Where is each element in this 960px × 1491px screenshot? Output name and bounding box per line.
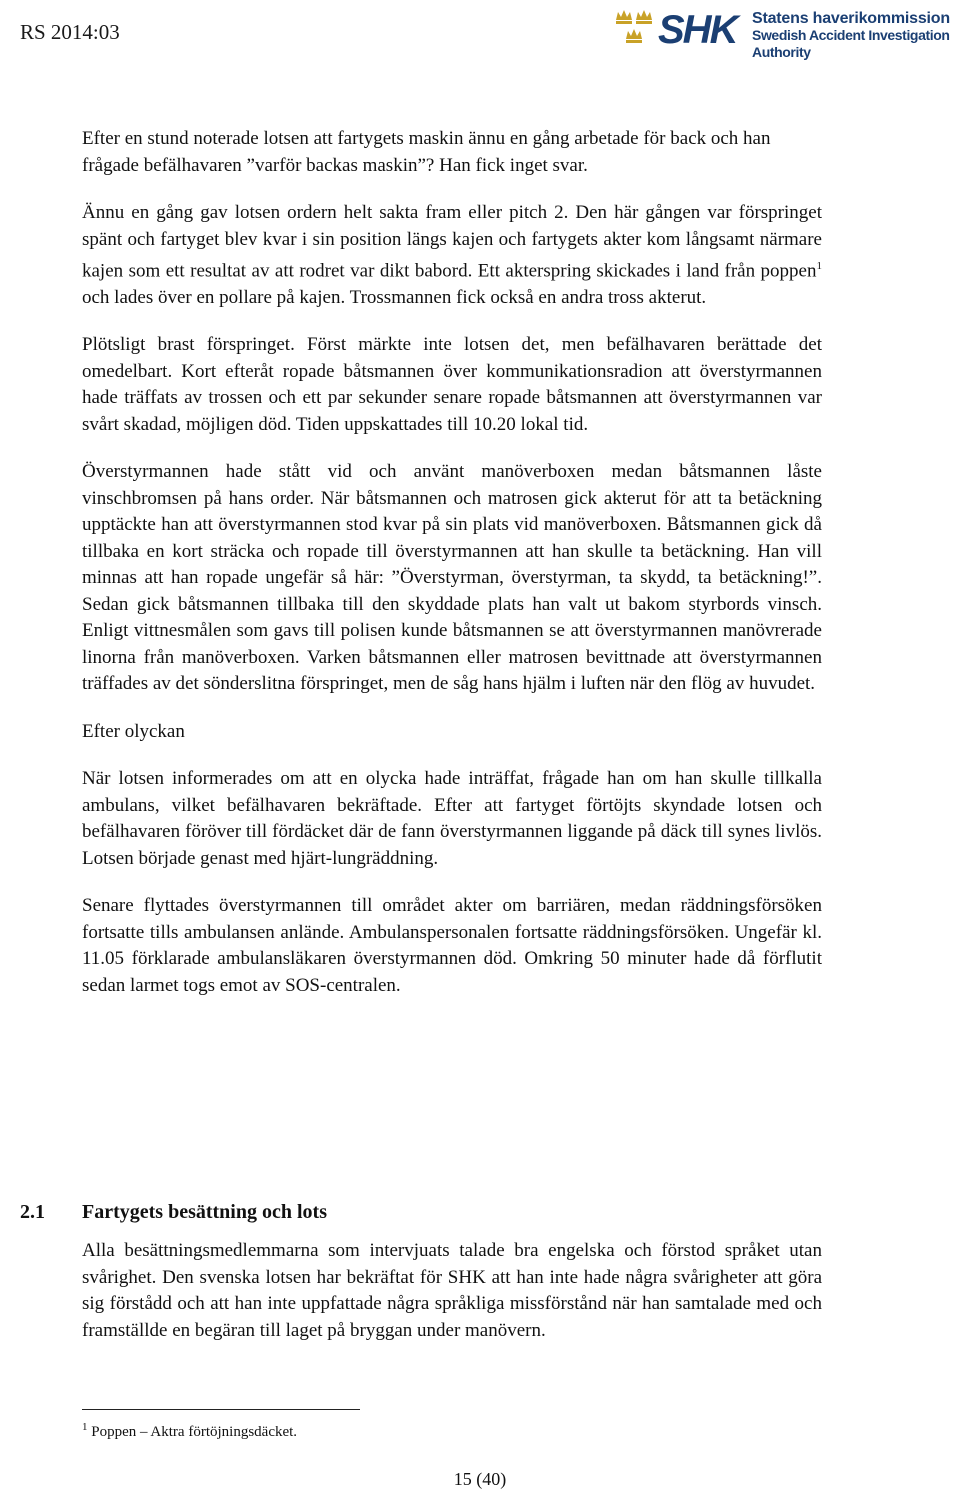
footnote-marker: 1 [82, 1421, 88, 1433]
report-id: RS 2014:03 [20, 20, 120, 44]
paragraph-3: Plötsligt brast förspringet. Först märkte inte lotsen det, men befälhavaren berättade det omedelbart. Kort efteråt ropade båtsmannen över kommunikationsradion att överstyrmannen hade träffats av trossen och ett par sekunder senare ropade båtsmannen att överstyrmannen var svårt skadad, möjligen död. Tiden uppskattades till 10.20 lokal tid. [82, 334, 822, 435]
subheading-efter-olyckan: Efter olyckan [82, 720, 185, 742]
three-crowns-icon [616, 10, 652, 43]
page-number: 15 (40) [453, 1469, 507, 1489]
section-text [82, 1238, 822, 1344]
section-title: Fartygets besättning och lots [82, 1201, 327, 1223]
logo-name: Statens haverikommission [752, 10, 950, 27]
paragraph-4: Överstyrmannen hade stått vid och använt manöverboxen medan båtsmannen låste vinschbromsen på hans order. När båtsmannen och matrosen gick akterut för att ta betäckning upptäckte han att överstyrmannen stod kvar på sin plats vid manöverboxen. Båtsmannen gick då tillbaka en kort sträcka och ropade till överstyrmannen att han skulle ta betäckning. Han vill minnas att han ropade ungefär så här: ”Överstyrman, överstyrman, ta skydd, ta betäckning!”. Sedan gick båtsmannen tillbaka till den skyddade plats han valt ut bakom styrbords vinsch. Enligt vittnesmålen som gavs till polisen kunde båtsmannen se att överstyrmannen manövrerade linorna från manöverboxen. Varken båtsmannen eller matrosen bevittnade att överstyrmannen träffades av det sönderslitna förspringet, men de såg hans hjälm i luften när den flög av huvudet. [82, 461, 822, 695]
footnote-divider [82, 1409, 360, 1410]
paragraph-5: När lotsen informerades om att en olycka hade inträffat, frågade han om han skulle tillkalla ambulans, vilket befälhavaren bekräftade. Efter att fartyget förtöjts skyndade lotsen och befälhavaren föröver till fördäcket där de fann överstyrmannen liggande på däck till synes livlös. Lotsen började genast med hjärt-lungräddning. [82, 768, 822, 869]
paragraph-2-part-a: Ännu en gång gav lotsen ordern helt sakta fram eller pitch 2. Den här gången var förspringet spänt och fartyget blev kvar i sin position längs kajen och fartygets akter kom långsamt närmare kajen som ett resultat av att rodret var dikt babord. Ett akterspring skickades i land från poppen [82, 202, 822, 282]
paragraph-6: Senare flyttades överstyrmannen till området akter om barriären, medan räddningsförsöken fortsatte tills ambulansen anlände. Ambulanspersonalen fortsatte räddningsförsöken. Ungefär kl. 11.05 förklarade ambulansläkaren överstyrmannen död. Omkring 50 minuter hade då förflutit sedan larmet togs emot av SOS-centralen. [82, 895, 822, 996]
paragraph-2 [82, 200, 822, 311]
footnote-text: Poppen – Aktra förtöjningsdäcket. [87, 1424, 298, 1440]
logo-subtitle: Swedish Accident Investigation Authority [752, 27, 950, 60]
logo-abbreviation: SHK [658, 8, 737, 48]
footnote [82, 1421, 297, 1441]
shk-logo [614, 6, 954, 60]
section-number: 2.1 [20, 1201, 45, 1223]
paragraph-1: Efter en stund noterade lotsen att fartygets maskin ännu en gång arbetade för back och han frågade befälhavaren ”varför backas maskin”? Han fick inget svar. [82, 128, 771, 176]
main-text [82, 126, 822, 1020]
paragraph-2-part-b: och lades över en pollare på kajen. Trossmannen fick också en andra tross akterut. [82, 286, 707, 308]
section-heading [20, 1201, 820, 1224]
crowns-logo-mark [614, 6, 750, 48]
footnote-reference: 1 [816, 260, 822, 272]
section-paragraph: Alla besättningsmedlemmarna som intervjuats talade bra engelska och förstod språket utan svårighet. Den svenska lotsen har bekräftat för SHK att han inte hade några svårigheter att göra sig förstådd och att han inte uppfattade några språkliga missförstånd när han samtalade med och framställde en begäran till laget på bryggan under manövern. [82, 1240, 822, 1341]
